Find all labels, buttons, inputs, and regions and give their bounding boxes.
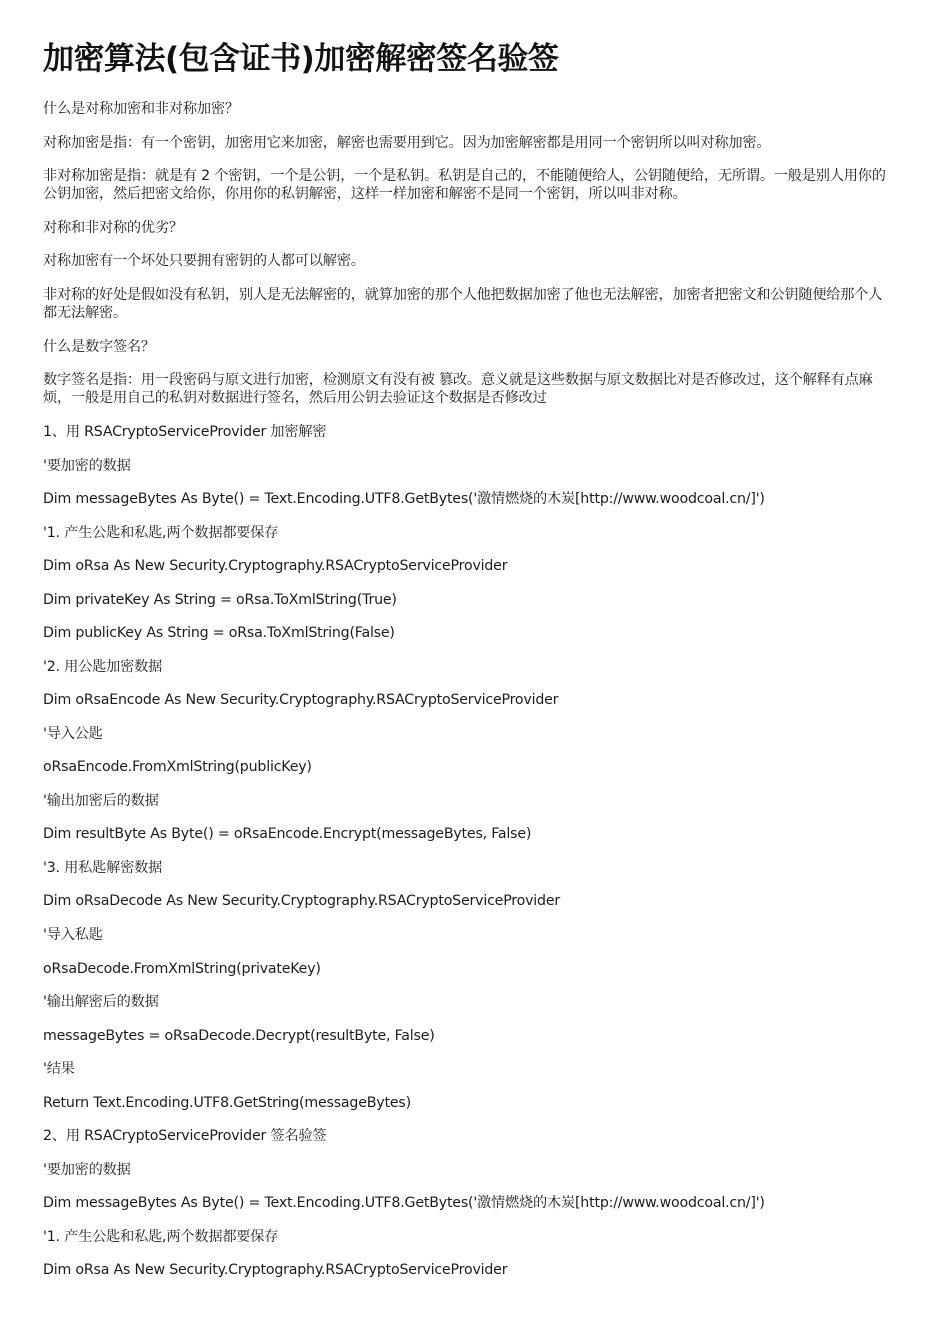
section-heading: 2、用 RSACryptoServiceProvider 签名验签 bbox=[43, 1128, 327, 1144]
code-line: Dim privateKey As String = oRsa.ToXmlString(True) bbox=[43, 592, 397, 608]
paragraph: 对称加密是指：有一个密钥，加密用它来加密，解密也需要用到它。因为加密解密都是用同一个密钥所以叫对称加密。 bbox=[43, 135, 771, 151]
code-comment: '3. 用私匙解密数据 bbox=[43, 860, 163, 876]
code-comment: '要加密的数据 bbox=[43, 1162, 131, 1178]
code-comment: '1. 产生公匙和私匙,两个数据都要保存 bbox=[43, 1229, 279, 1245]
code-comment: '结果 bbox=[43, 1061, 75, 1077]
code-comment: '输出加密后的数据 bbox=[43, 793, 159, 809]
code-line: Dim oRsa As New Security.Cryptography.RSACryptoServiceProvider bbox=[43, 558, 508, 574]
code-comment: '导入私匙 bbox=[43, 927, 103, 943]
paragraph: 对称加密有一个坏处只要拥有密钥的人都可以解密。 bbox=[43, 253, 365, 269]
code-line: Dim messageBytes As Byte() = Text.Encoding.UTF8.GetBytes('激情燃烧的木炭[http://www.woodcoal.cn/]') bbox=[43, 1195, 765, 1211]
paragraph: 对称和非对称的优劣？ bbox=[43, 220, 183, 236]
code-comment: '1. 产生公匙和私匙,两个数据都要保存 bbox=[43, 525, 279, 541]
code-line: Dim messageBytes As Byte() = Text.Encoding.UTF8.GetBytes('激情燃烧的木炭[http://www.woodcoal.cn/]') bbox=[43, 491, 765, 507]
code-comment: '要加密的数据 bbox=[43, 458, 131, 474]
code-line: Dim oRsaDecode As New Security.Cryptography.RSACryptoServiceProvider bbox=[43, 893, 561, 909]
code-line: Dim publicKey As String = oRsa.ToXmlString(False) bbox=[43, 625, 395, 641]
code-line: oRsaDecode.FromXmlString(privateKey) bbox=[43, 961, 321, 977]
document-title: 加密算法(包含证书)加密解密签名验签 bbox=[43, 41, 559, 77]
paragraph: 非对称的好处是假如没有私钥，别人是无法解密的，就算加密的那个人他把数据加密了他也无法解密，加密者把密文和公钥随便给那个人都无法解密。 bbox=[43, 287, 883, 321]
code-comment: '输出解密后的数据 bbox=[43, 994, 159, 1010]
code-line: Dim resultByte As Byte() = oRsaEncode.Encrypt(messageBytes, False) bbox=[43, 826, 532, 842]
paragraph: 什么是数字签名？ bbox=[43, 339, 155, 355]
paragraph: 非对称加密是指：就是有 2 个密钥，一个是公钥，一个是私钥。私钥是自己的，不能随便给人，公钥随便给，无所谓。一般是别人用你的公钥加密，然后把密文给你，你用你的私钥解密，这样一样加密和解密不是同一个密钥，所以叫非对称。 bbox=[43, 168, 886, 202]
code-line: Dim oRsa As New Security.Cryptography.RSACryptoServiceProvider bbox=[43, 1262, 508, 1278]
code-comment: '2. 用公匙加密数据 bbox=[43, 659, 163, 675]
paragraph: 数字签名是指：用一段密码与原文进行加密，检测原文有没有被 篡改。意义就是这些数据与原文数据比对是否修改过，这个解释有点麻烦，一般是用自己的私钥对数据进行签名，然后用公钥去验证这个数据是否修改过 bbox=[43, 372, 873, 406]
code-comment: '导入公匙 bbox=[43, 726, 103, 742]
section-heading: 1、用 RSACryptoServiceProvider 加密解密 bbox=[43, 424, 327, 440]
code-line: Return Text.Encoding.UTF8.GetString(messageBytes) bbox=[43, 1095, 411, 1111]
paragraph: 什么是对称加密和非对称加密？ bbox=[43, 101, 239, 117]
code-line: oRsaEncode.FromXmlString(publicKey) bbox=[43, 759, 312, 775]
code-line: messageBytes = oRsaDecode.Decrypt(resultByte, False) bbox=[43, 1028, 435, 1044]
code-line: Dim oRsaEncode As New Security.Cryptography.RSACryptoServiceProvider bbox=[43, 692, 559, 708]
